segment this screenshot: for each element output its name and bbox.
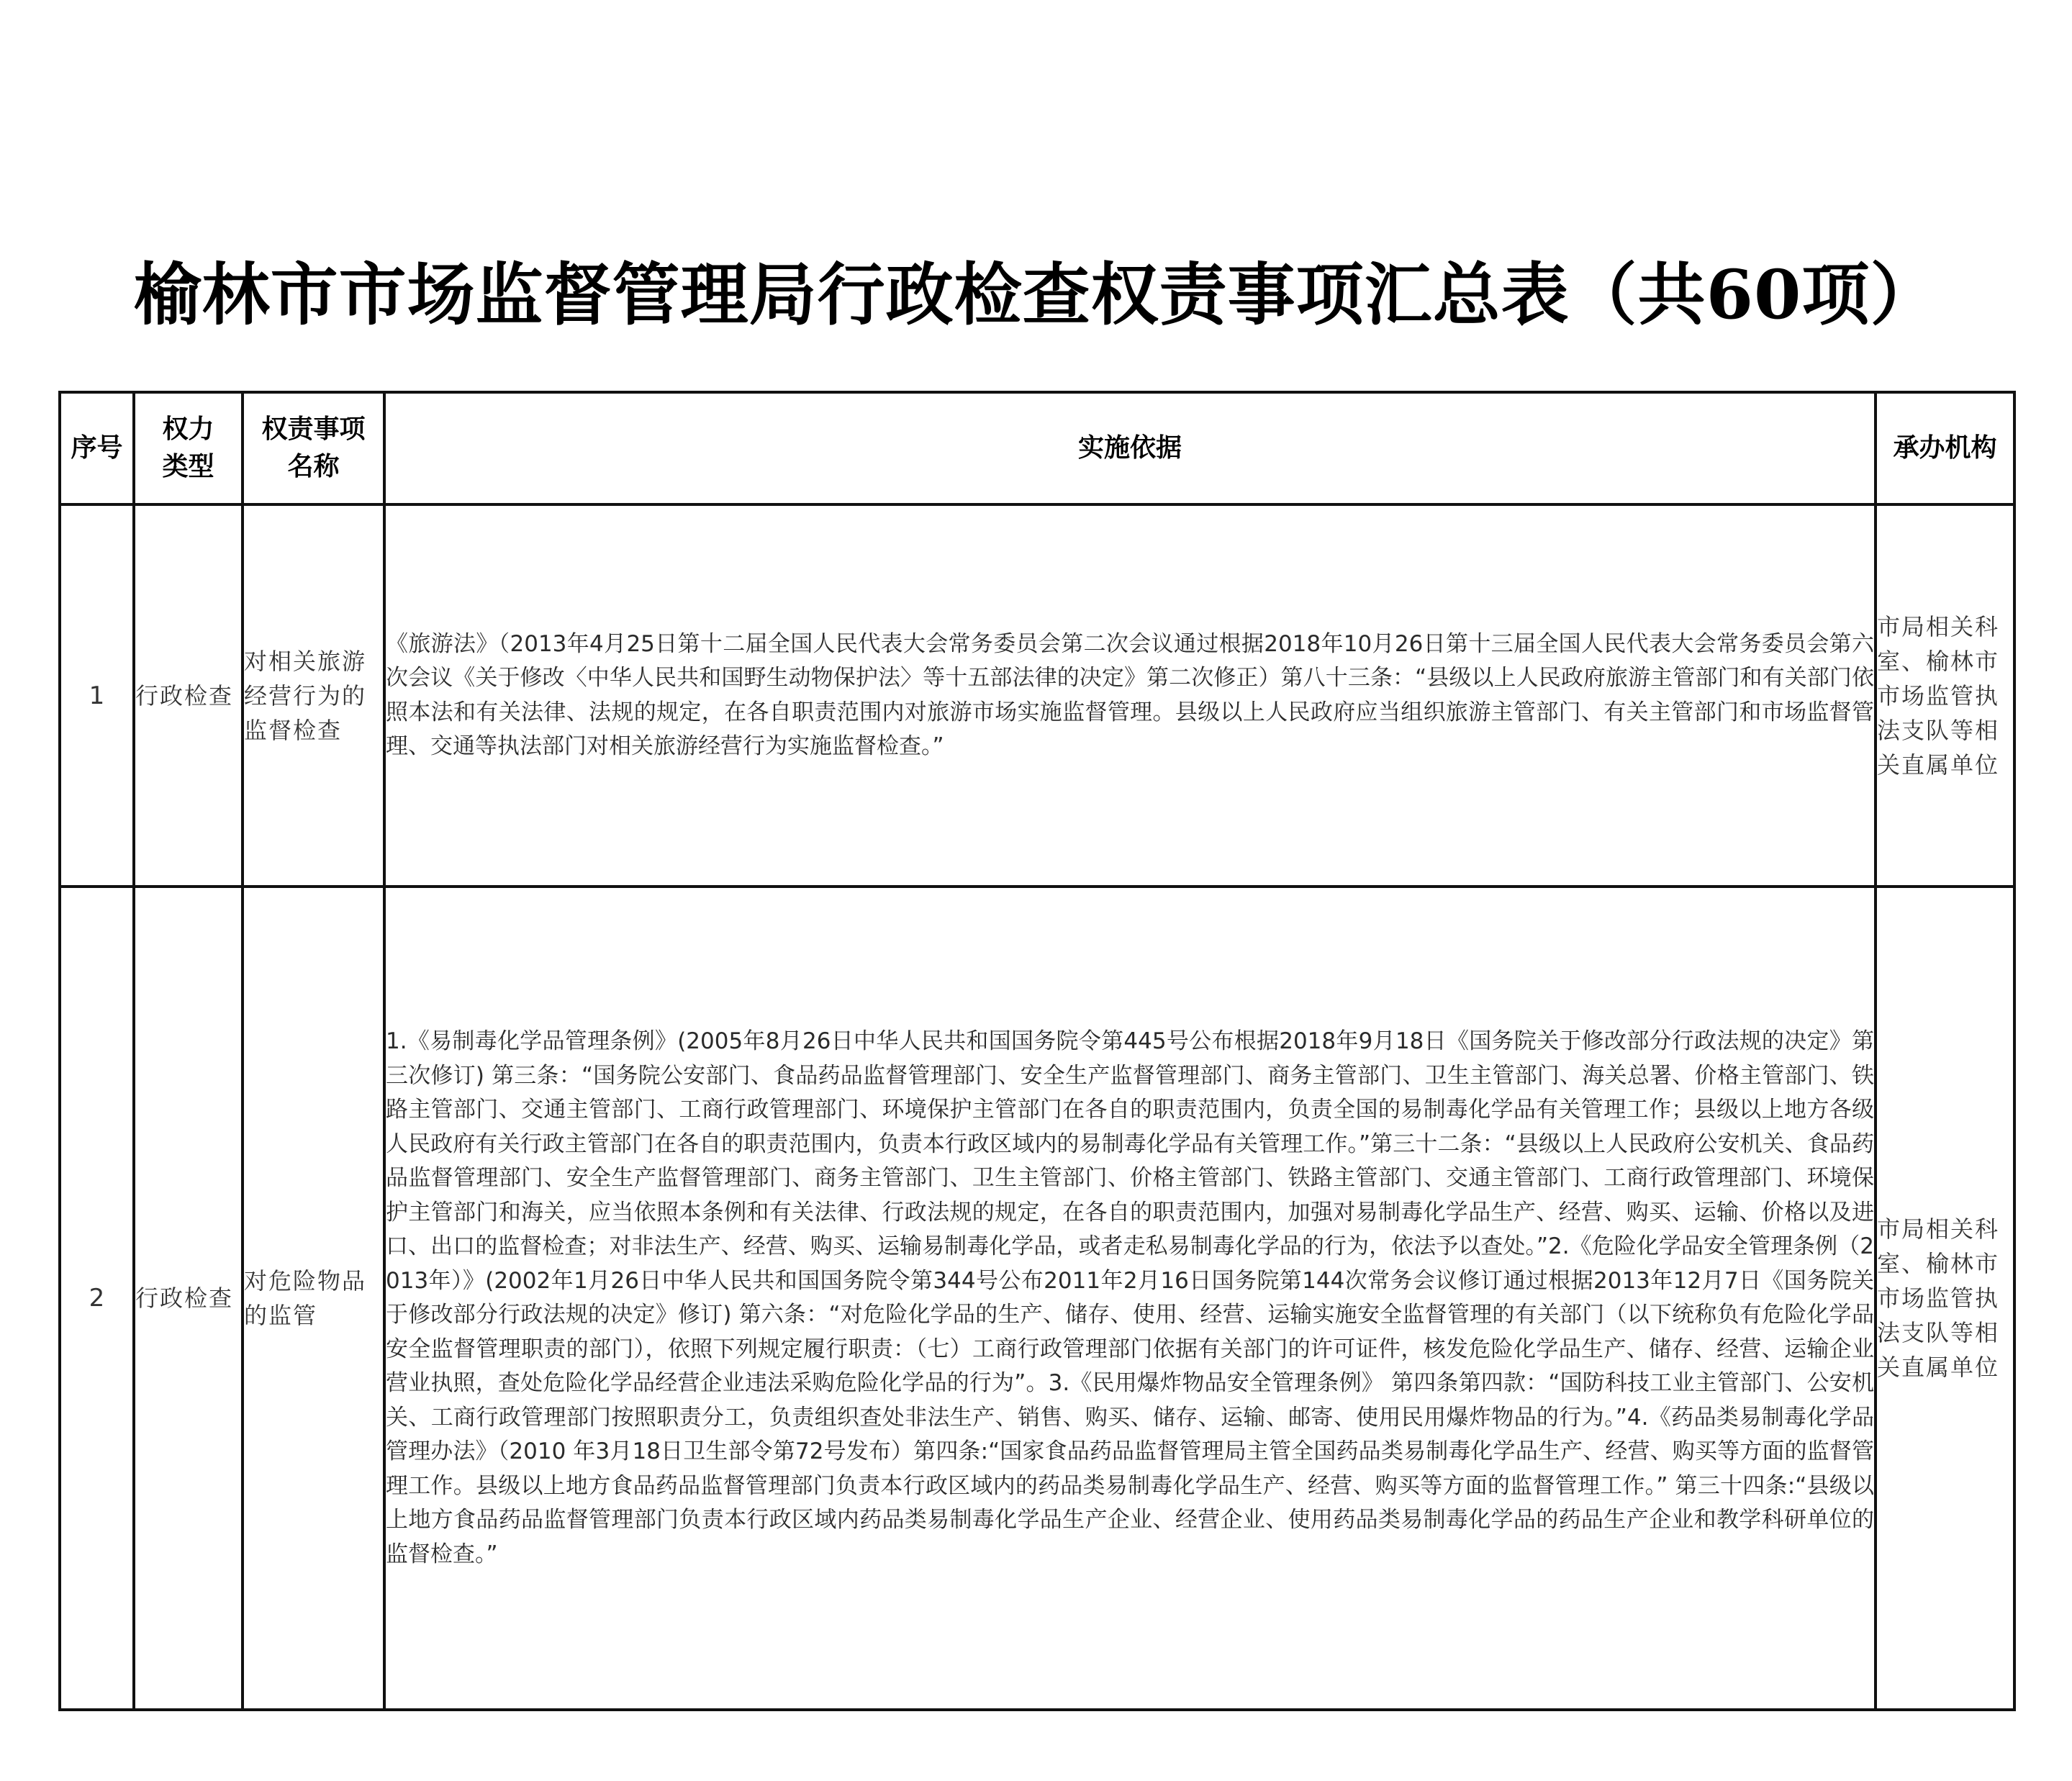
header-name: 权责事项 名称 [243, 392, 384, 504]
cell-org: 市局相关科室、榆林市市场监管执法支队等相关直属单位 [1876, 504, 2014, 887]
cell-name: 对相关旅游经营行为的监督检查 [243, 504, 384, 887]
page-title: 榆林市市场监督管理局行政检查权责事项汇总表（共60项） [133, 255, 1939, 335]
cell-no: 2 [60, 887, 134, 1710]
cell-type: 行政检查 [134, 504, 243, 887]
cell-type: 行政检查 [134, 887, 243, 1710]
header-type: 权力 类型 [134, 392, 243, 504]
table-row [60, 504, 2014, 887]
table-row [60, 887, 2014, 1710]
cell-basis: 《旅游法》（2013年4月25日第十二届全国人民代表大会常务委员会第二次会议通过根据2018年10月26日第十三届全国人民代表大会常务委员会第六次会议《关于修改〈中华人民共和国野生动物保护法〉等十五部法律的决定》第二次修正）第八十三条：“县级以上人民政府旅游主管部门和有关部门依照本法和有关法律、法规的规定，在各自职责范围内对旅游市场实施监督管理。县级以上人民政府应当组织旅游主管部门、有关主管部门和市场监督管理、交通等执法部门对相关旅游经营行为实施监督检查。” [384, 504, 1876, 887]
cell-no: 1 [60, 504, 134, 887]
cell-name: 对危险物品的监管 [243, 887, 384, 1710]
header-no: 序号 [60, 392, 134, 504]
power-list-table [58, 391, 2016, 1711]
cell-org: 市局相关科室、榆林市市场监管执法支队等相关直属单位 [1876, 887, 2014, 1710]
cell-basis: 1.《易制毒化学品管理条例》(2005年8月26日中华人民共和国国务院令第445号公布根据2018年9月18日《国务院关于修改部分行政法规的决定》第三次修订) 第三条：“国务院公安部门、食品药品监督管理部门、安全生产监督管理部门、商务主管部门、卫生主管部门、海关总署、价格主管部门、铁路主管部门、交通主管部门、工商行政管理部门、环境保护主管部门在各自的职责范围内，负责全国的易制毒化学品有关管理工作；县级以上地方各级人民政府有关行政主管部门在各自的职责范围内，负责本行政区域内的易制毒化学品有关管理工作。”第三十二条：“县级以上人民政府公安机关、食品药品监督管理部门、安全生产监督管理部门、商务主管部门、卫生主管部门、价格主管部门、铁路主管部门、交通主管部门、工商行政管理部门、环境保护主管部门和海关，应当依照本条例和有关法律、行政法规的规定，在各自的职责范围内，加强对易制毒化学品生产、经营、购买、运输、价格以及进口、出口的监督检查；对非法生产、经营、购买、运输易制毒化学品，或者走私易制毒化学品的行为，依法予以查处。”2.《危险化学品安全管理条例（2013年）》(2002年1月26日中华人民共和国国务院令第344号公布2011年2月16日国务院第144次常务会议修订通过根据2013年12月7日《国务院关于修改部分行政法规的决定》修订) 第六条：“对危险化学品的生产、储存、使用、经营、运输实施安全监督管理的有关部门（以下统称负有危险化学品安全监督管理职责的部门），依照下列规定履行职责：（七）工商行政管理部门依据有关部门的许可证件，核发危险化学品生产、储存、经营、运输企业营业执照，查处危险化学品经营企业违法采购危险化学品的行为”。3.《民用爆炸物品安全管理条例》 第四条第四款：“国防科技工业主管部门、公安机关、工商行政管理部门按照职责分工，负责组织查处非法生产、销售、购买、储存、运输、邮寄、使用民用爆炸物品的行为。”4.《药品类易制毒化学品管理办法》（2010 年3月18日卫生部令第72号发布）第四条:“国家食品药品监督管理局主管全国药品类易制毒化学品生产、经营、购买等方面的监督管理工作。县级以上地方食品药品监督管理部门负责本行政区域内的药品类易制毒化学品生产、经营、购买等方面的监督管理工作。” 第三十四条:“县级以上地方食品药品监督管理部门负责本行政区域内药品类易制毒化学品生产企业、经营企业、使用药品类易制毒化学品的药品生产企业和教学科研单位的监督检查。” [384, 887, 1876, 1710]
header-basis: 实施依据 [384, 392, 1876, 504]
header-org: 承办机构 [1876, 392, 2014, 504]
table-header-row [60, 392, 2014, 504]
